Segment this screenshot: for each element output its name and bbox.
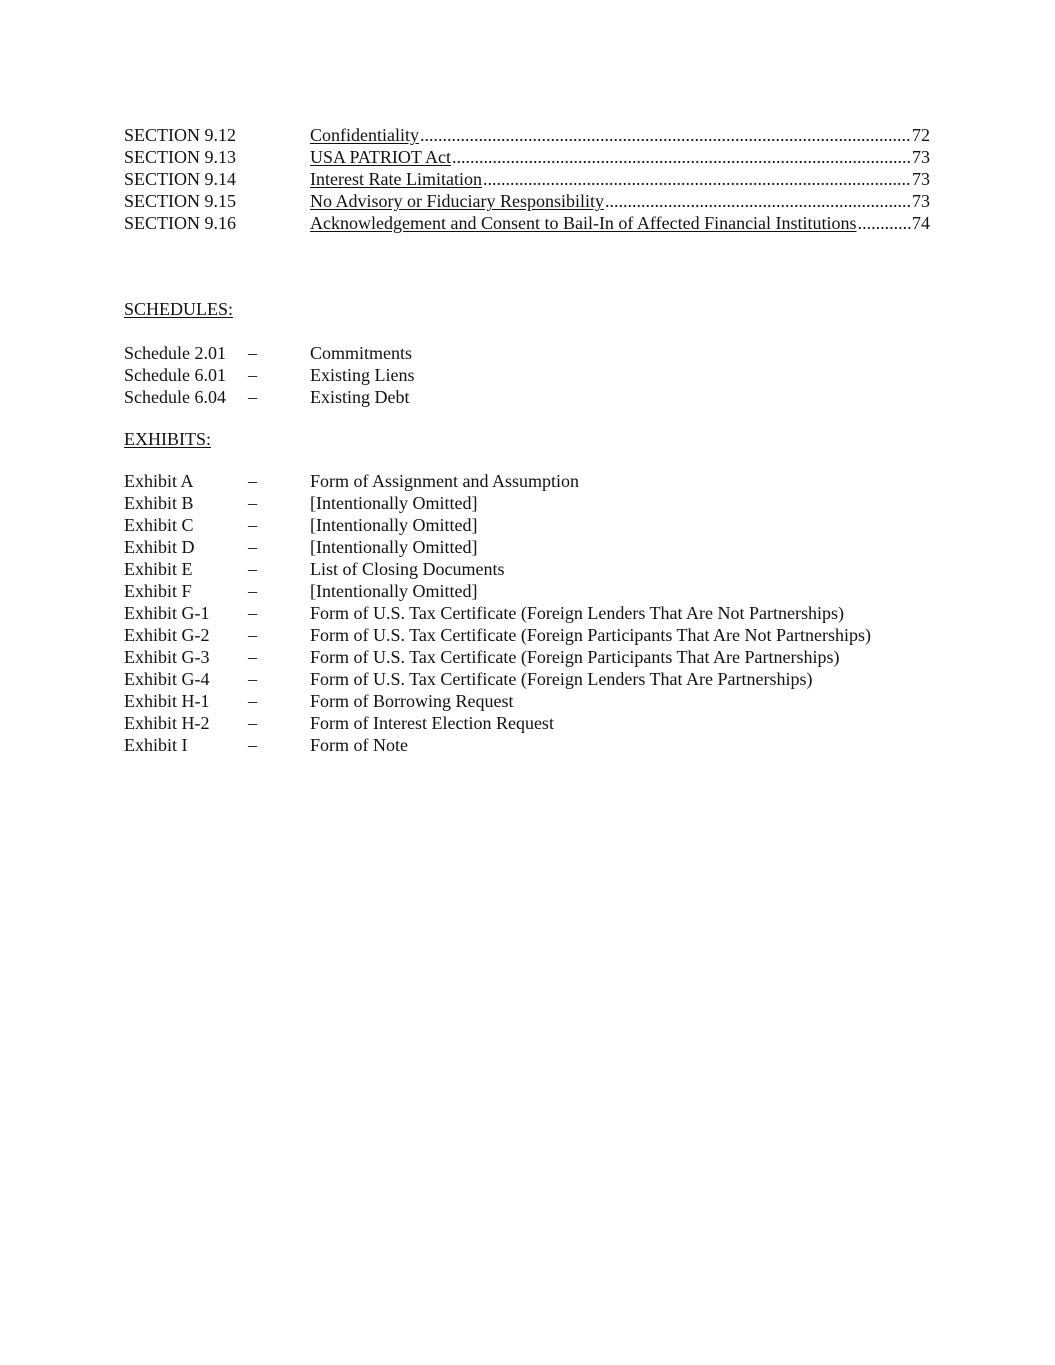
toc-leader-dots	[483, 168, 911, 190]
toc-page-number: 73	[912, 191, 930, 211]
exhibit-item	[124, 734, 930, 756]
dash-separator: –	[248, 713, 257, 733]
exhibit-description: Form of U.S. Tax Certificate (Foreign Lenders That Are Partnerships)	[310, 669, 813, 689]
exhibits-heading: EXHIBITS:	[124, 429, 211, 449]
toc-section-list	[124, 124, 930, 234]
toc-row	[124, 212, 930, 234]
toc-page-number: 73	[912, 147, 930, 167]
dash-separator: –	[248, 581, 257, 601]
exhibit-item	[124, 690, 930, 712]
toc-leader-dots	[420, 124, 911, 146]
schedules-heading: SCHEDULES:	[124, 299, 234, 319]
toc-page-number: 72	[912, 125, 930, 145]
exhibit-description: Form of Borrowing Request	[310, 691, 514, 711]
toc-section-title-link[interactable]: USA PATRIOT Act	[310, 147, 452, 167]
toc-row	[124, 146, 930, 168]
exhibit-label: Exhibit A	[124, 471, 194, 491]
exhibit-label: Exhibit F	[124, 581, 192, 601]
schedule-description: Existing Debt	[310, 387, 410, 407]
dash-separator: –	[248, 691, 257, 711]
exhibit-item	[124, 624, 930, 646]
exhibit-description: [Intentionally Omitted]	[310, 537, 478, 557]
exhibit-item	[124, 514, 930, 536]
toc-leader-dots	[605, 190, 911, 212]
toc-leader-dots	[858, 212, 911, 234]
exhibit-item	[124, 470, 930, 492]
toc-section-number: SECTION 9.16	[124, 213, 236, 233]
exhibit-item	[124, 668, 930, 690]
exhibit-item	[124, 602, 930, 624]
schedule-label: Schedule 2.01	[124, 343, 226, 363]
exhibit-label: Exhibit B	[124, 493, 194, 513]
schedule-label: Schedule 6.01	[124, 365, 226, 385]
exhibit-label: Exhibit E	[124, 559, 193, 579]
exhibit-label: Exhibit D	[124, 537, 195, 557]
dash-separator: –	[248, 387, 257, 407]
toc-page-number: 74	[912, 213, 930, 233]
exhibit-label: Exhibit G-1	[124, 603, 210, 623]
exhibit-item	[124, 558, 930, 580]
dash-separator: –	[248, 493, 257, 513]
schedule-item	[124, 364, 930, 386]
exhibit-item	[124, 580, 930, 602]
exhibit-label: Exhibit G-4	[124, 669, 210, 689]
dash-separator: –	[248, 343, 257, 363]
exhibit-item	[124, 492, 930, 514]
dash-separator: –	[248, 603, 257, 623]
schedule-item	[124, 342, 930, 364]
exhibit-description: [Intentionally Omitted]	[310, 515, 478, 535]
exhibit-description: Form of U.S. Tax Certificate (Foreign Participants That Are Not Partnerships)	[310, 625, 871, 645]
exhibits-list	[124, 470, 930, 756]
exhibit-label: Exhibit C	[124, 515, 194, 535]
exhibit-label: Exhibit H-2	[124, 713, 210, 733]
toc-row	[124, 124, 930, 146]
exhibit-item	[124, 536, 930, 558]
toc-section-title-link[interactable]: No Advisory or Fiduciary Responsibility	[310, 191, 604, 211]
toc-section-number: SECTION 9.12	[124, 125, 236, 145]
exhibit-item	[124, 712, 930, 734]
schedule-description: Existing Liens	[310, 365, 415, 385]
exhibit-label: Exhibit G-2	[124, 625, 210, 645]
toc-row	[124, 190, 930, 212]
dash-separator: –	[248, 735, 257, 755]
exhibit-description: Form of Interest Election Request	[310, 713, 554, 733]
toc-section-title-link[interactable]: Acknowledgement and Consent to Bail-In of Affected Financial Institutions	[310, 213, 857, 233]
exhibit-description: [Intentionally Omitted]	[310, 493, 478, 513]
exhibit-description: Form of U.S. Tax Certificate (Foreign Lenders That Are Not Partnerships)	[310, 603, 844, 623]
toc-section-number: SECTION 9.14	[124, 169, 236, 189]
exhibit-description: List of Closing Documents	[310, 559, 505, 579]
exhibit-label: Exhibit G-3	[124, 647, 210, 667]
dash-separator: –	[248, 669, 257, 689]
dash-separator: –	[248, 537, 257, 557]
dash-separator: –	[248, 559, 257, 579]
dash-separator: –	[248, 625, 257, 645]
schedule-item	[124, 386, 930, 408]
exhibit-label: Exhibit H-1	[124, 691, 210, 711]
dash-separator: –	[248, 471, 257, 491]
exhibit-description: Form of Assignment and Assumption	[310, 471, 580, 491]
schedules-list	[124, 342, 930, 408]
dash-separator: –	[248, 515, 257, 535]
exhibit-description: [Intentionally Omitted]	[310, 581, 478, 601]
toc-section-title-link[interactable]: Confidentiality	[310, 125, 419, 145]
schedule-label: Schedule 6.04	[124, 387, 226, 407]
toc-row	[124, 168, 930, 190]
toc-page-number: 73	[912, 169, 930, 189]
exhibit-description: Form of U.S. Tax Certificate (Foreign Participants That Are Partnerships)	[310, 647, 840, 667]
exhibit-description: Form of Note	[310, 735, 408, 755]
toc-leader-dots	[452, 146, 911, 168]
toc-section-title-link[interactable]: Interest Rate Limitation	[310, 169, 482, 189]
dash-separator: –	[248, 647, 257, 667]
toc-section-number: SECTION 9.15	[124, 191, 236, 211]
toc-section-number: SECTION 9.13	[124, 147, 236, 167]
exhibit-label: Exhibit I	[124, 735, 188, 755]
exhibit-item	[124, 646, 930, 668]
schedule-description: Commitments	[310, 343, 413, 363]
dash-separator: –	[248, 365, 257, 385]
